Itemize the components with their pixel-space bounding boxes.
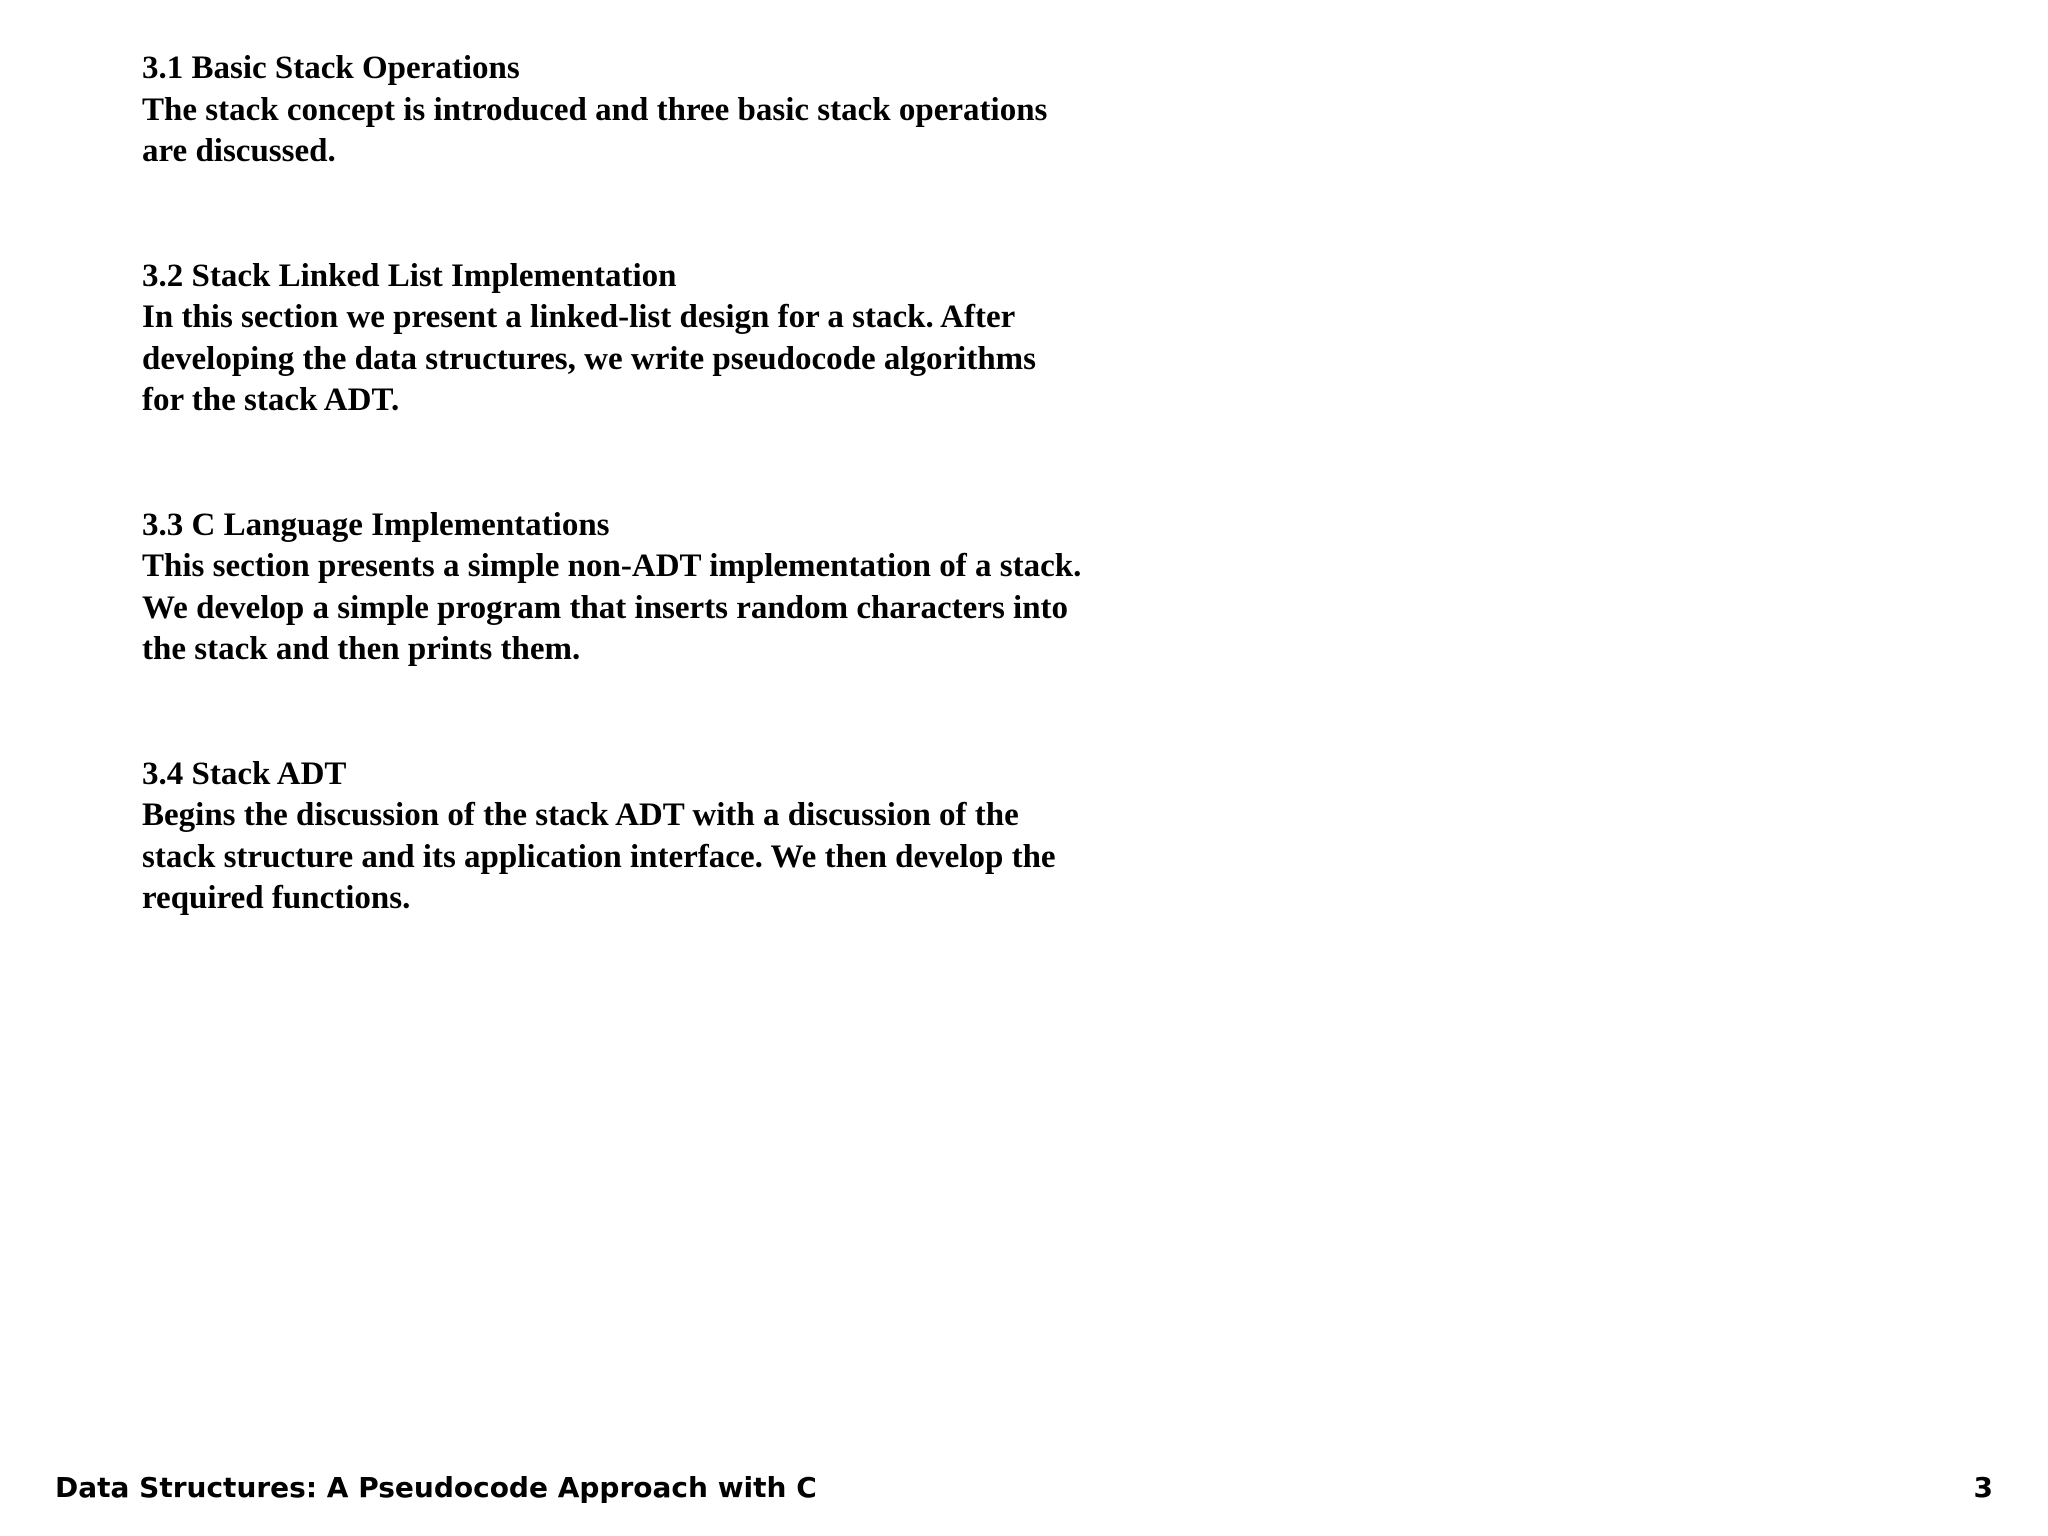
section-title: 3.3 C Language Implementations bbox=[142, 506, 610, 543]
footer-book-title: Data Structures: A Pseudocode Approach with C bbox=[55, 1471, 817, 1504]
section-3-2 bbox=[142, 256, 1082, 422]
page-number: 3 bbox=[1973, 1471, 1993, 1504]
footer bbox=[55, 1468, 1993, 1508]
section-title: 3.2 Stack Linked List Implementation bbox=[142, 257, 677, 294]
section-description: In this section we present a linked-list design for a stack. After developing the data structures, we write pseudocode algorithms for the stack ADT. bbox=[142, 299, 1036, 418]
section-description: This section presents a simple non-ADT implementation of a stack. We develop a simple program that inserts random characters into the stack and then prints them. bbox=[142, 548, 1082, 667]
section-title: 3.4 Stack ADT bbox=[142, 755, 347, 792]
section-3-4 bbox=[142, 754, 1082, 920]
section-3-3 bbox=[142, 505, 1082, 671]
section-list bbox=[142, 48, 1082, 1003]
section-3-1 bbox=[142, 48, 1082, 173]
section-description: Begins the discussion of the stack ADT with a discussion of the stack structure and its application interface. We then develop the required functions. bbox=[142, 797, 1056, 916]
section-description: The stack concept is introduced and three basic stack operations are discussed. bbox=[142, 91, 1048, 169]
section-title: 3.1 Basic Stack Operations bbox=[142, 50, 520, 86]
